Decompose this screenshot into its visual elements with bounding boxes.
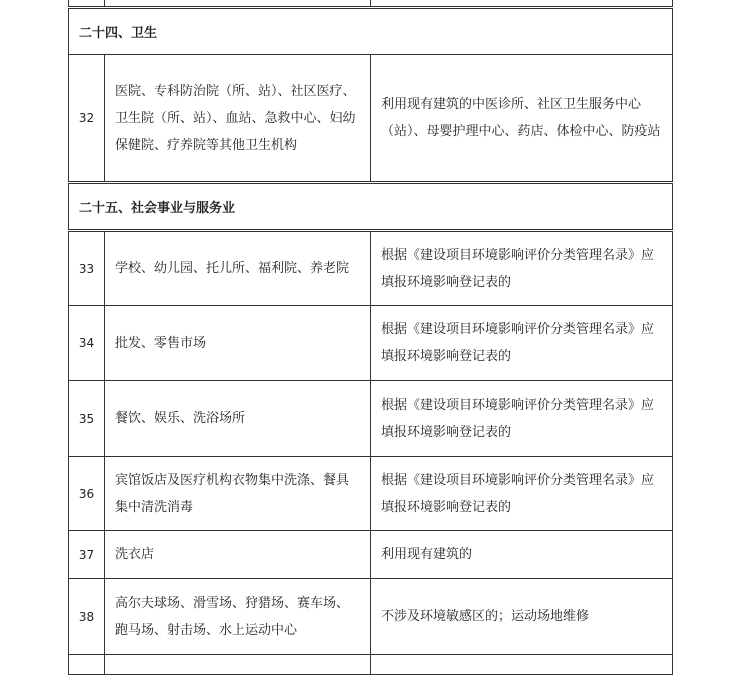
table-row (69, 579, 673, 655)
row-number: 35 (69, 381, 105, 457)
row-number: 36 (69, 457, 105, 531)
table-row (69, 55, 673, 183)
project-category: 批发、零售市场 (105, 306, 371, 381)
row-number: 33 (69, 231, 105, 306)
project-condition: 根据《建设项目环境影响评价分类管理名录》应填报环境影响登记表的 (371, 457, 673, 531)
project-condition: 利用现有建筑的 (371, 531, 673, 579)
row-number: 38 (69, 579, 105, 655)
table-row (69, 531, 673, 579)
project-category: 高尔夫球场、滑雪场、狩猎场、赛车场、跑马场、射击场、水上运动中心 (105, 579, 371, 655)
section-title-social-services: 二十五、社会事业与服务业 (69, 183, 673, 231)
project-category: 学校、幼儿园、托儿所、福利院、养老院 (105, 231, 371, 306)
project-condition: 根据《建设项目环境影响评价分类管理名录》应填报环境影响登记表的 (371, 381, 673, 457)
project-condition: 根据《建设项目环境影响评价分类管理名录》应填报环境影响登记表的 (371, 231, 673, 306)
row-number: 32 (69, 55, 105, 183)
project-category: 餐饮、娱乐、洗浴场所 (105, 381, 371, 457)
table-row (69, 306, 673, 381)
project-category: 洗衣店 (105, 531, 371, 579)
table-row (69, 381, 673, 457)
project-condition: 不涉及环境敏感区的；运动场地维修 (371, 579, 673, 655)
project-category: 医院、专科防治院（所、站）、社区医疗、卫生院（所、站）、血站、急救中心、妇幼保健院、疗养院等其他卫生机构 (105, 55, 371, 183)
row-number: 34 (69, 306, 105, 381)
section-header-row (69, 183, 673, 231)
document-table-page (68, 0, 673, 658)
table-row (69, 231, 673, 306)
project-category: 宾馆饭店及医疗机构衣物集中洗涤、餐具集中清洗消毒 (105, 457, 371, 531)
table-row-continued (69, 0, 673, 8)
table-row (69, 457, 673, 531)
project-condition: 根据《建设项目环境影响评价分类管理名录》应填报环境影响登记表的 (371, 306, 673, 381)
section-title-health: 二十四、卫生 (69, 8, 673, 55)
section-header-row (69, 8, 673, 55)
project-condition: 利用现有建筑的中医诊所、社区卫生服务中心（站）、母婴护理中心、药店、体检中心、防疫站 (371, 55, 673, 183)
classification-table (68, 0, 673, 675)
row-number: 37 (69, 531, 105, 579)
